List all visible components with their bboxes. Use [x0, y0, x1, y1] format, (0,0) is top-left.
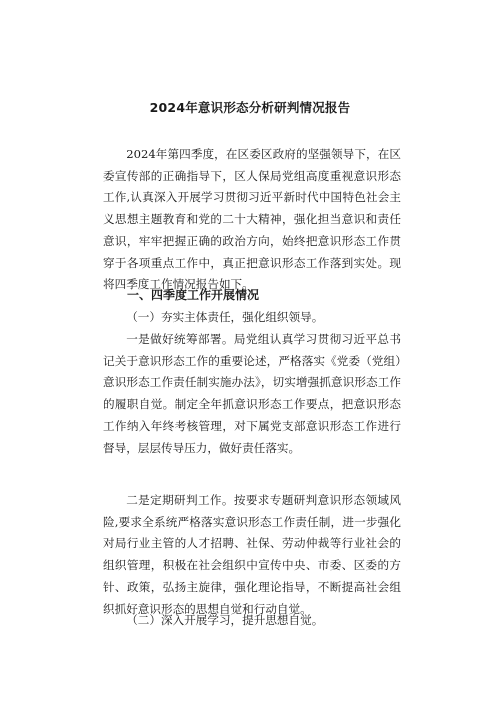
paragraph-coordination: 一是做好统筹部署。局党组认真学习贯彻习近平总书记关于意识形态工作的重要论述，严格落实《党委（党组）意识形态工作责任制实施办法》，切实增强抓意识形态工作的履职自觉。制定全年抓意识形态工作要点，把意识形态工作纳入年终考核管理，对下属党支部意识形态工作进行督导，层层传导压力，做好责任落实。: [103, 332, 401, 455]
document-title: 2024年意识形态分析研判情况报告: [149, 100, 351, 115]
paragraph-assessment: 二是定期研判工作。按要求专题研判意识形态领域风险,要求全系统严格落实意识形态工作责任制，进一步强化对局行业主管的人才招聘、社保、劳动仲裁等行业社会的组织管理，积极在社会组织中宣传中央、市委、区委的方针、政策，弘扬主旋律，强化理论指导，不断提高社会组织抓好意识形态的思想自觉和行动自觉。: [103, 493, 401, 616]
subsection-heading-2: （二）深入开展学习，提升思想自觉。: [126, 613, 324, 627]
subsection-heading-1: （一）夯实主体责任，强化组织领导。: [126, 310, 324, 324]
section-heading-1: 一、四季度工作开展情况: [127, 288, 260, 302]
intro-paragraph: 2024年第四季度，在区委区政府的坚强领导下，在区委宣传部的正确指导下，区人保局党组高度重视意识形态工作,认真深入开展学习贯彻习近平新时代中国特色社会主义思想主题教育和党的二十大精神，强化担当意识和责任意识，牢牢把握正确的政治方向，始终把意识形态工作贯穿于各项重点工作中，真正把意识形态工作落到实处。现将四季度工作情况报告如下。: [103, 147, 401, 292]
